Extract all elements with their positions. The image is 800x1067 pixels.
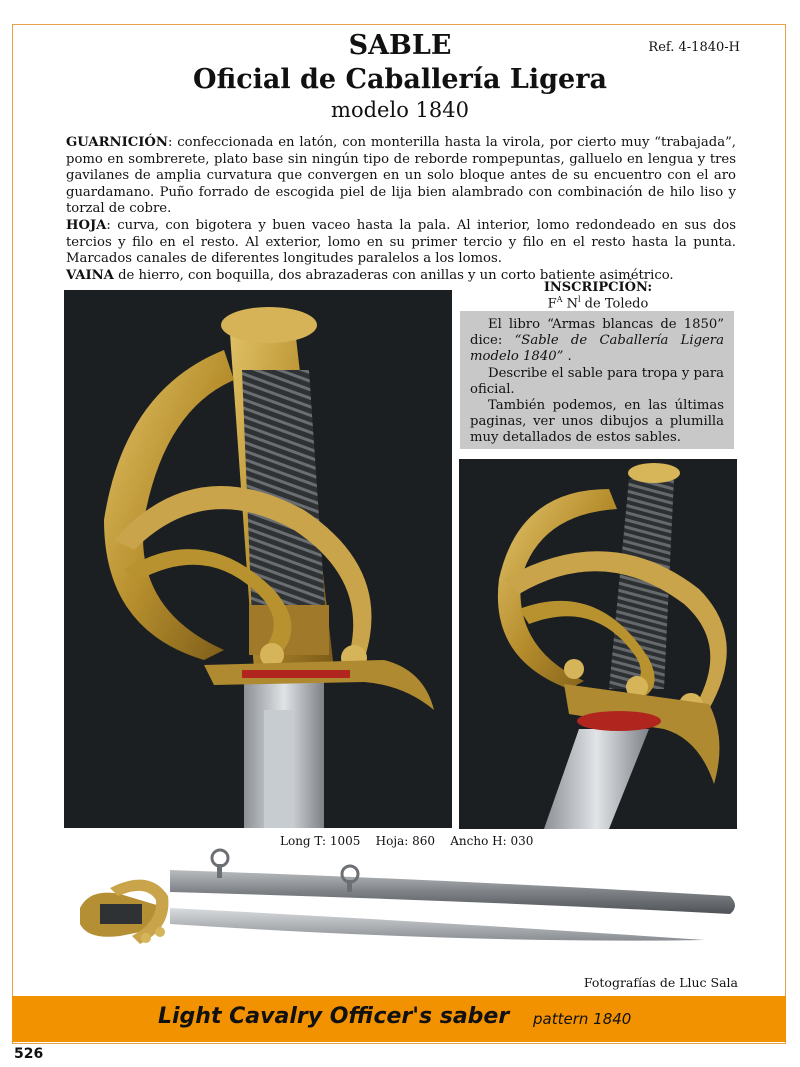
hoja-label: HOJA: [66, 217, 107, 233]
quote-box: [460, 311, 734, 449]
page-subtitle: Oficial de Caballería Ligera: [193, 64, 607, 95]
guarnicion-paragraph: [66, 135, 736, 218]
dimension-blade: Hoja: 860: [375, 834, 435, 848]
hilt-photo-main-image: [64, 290, 452, 828]
quote-paragraph-3: También podemos, en las últimas paginas, ver unos dibujos a plumilla muy detallados de estos sables.: [470, 398, 724, 446]
full-saber-photo: [60, 848, 750, 968]
dimension-length: Long T: 1005: [280, 834, 361, 848]
photo-credit: Fotografías de Lluc Sala: [583, 975, 738, 990]
guarnicion-label: GUARNICIÓN: [66, 135, 168, 150]
english-pattern: pattern 1840: [533, 1010, 632, 1028]
quote-p1-italic: “Sable de Caballería Ligera modelo 1840”: [470, 333, 724, 365]
quote-paragraph-1: [470, 317, 724, 366]
hoja-text: : curva, con bigotera y buen vaceo hasta la pala. Al interior, lomo redondeado en sus dos tercios y filo en el resto. Al exterior, lomo en su primer tercio y filo en el resto hasta la punta. Marcados canales de diferentes longitudes paralelos a los lomos.: [66, 217, 736, 267]
quote-p1-end: .: [563, 349, 572, 365]
model-line: modelo 1840: [331, 98, 469, 122]
english-title: Light Cavalry Officer's saber: [158, 1004, 510, 1029]
vaina-text: de hierro, con boquilla, dos abrazaderas con anillas y un corto batiente asimétrico.: [113, 267, 674, 283]
guarnicion-text: : confeccionada en latón, con monterilla hasta la virola, por cierto muy “trabajada”, pomo en sombrerete, plato base sin ningún tipo de reborde rompepuntas, galluelo en lengua y tres gavilanes de amplia curvatura que convergen en un solo bloque antes de su encuentro con el aro guardamano. Puño forrado de escogida piel de lija bien alambrado con combinación de hilo liso y torzal de cobre.: [66, 135, 736, 217]
description: [66, 135, 736, 284]
hoja-paragraph: [66, 218, 736, 268]
quote-paragraph-2: Describe el sable para tropa y para oficial.: [470, 365, 724, 397]
dimensions-line: [280, 834, 533, 848]
quote-p1-start: El libro “Armas blancas de 1850” dice:: [470, 317, 724, 349]
inscription-f-sup: A: [556, 295, 563, 304]
inscription-f: F: [547, 296, 557, 312]
hilt-photo-second: [459, 459, 737, 829]
page-number: 526: [14, 1046, 44, 1062]
reference-code: Ref. 4-1840-H: [648, 40, 740, 55]
inscription-n: N: [562, 296, 578, 312]
hilt-photo-second-image: [459, 459, 737, 829]
inscription-n-sup: l: [577, 295, 581, 304]
full-saber-image: [60, 848, 750, 968]
inscription-rest: de Toledo: [580, 296, 649, 312]
inscription-text: [459, 295, 737, 311]
page-title: SABLE: [348, 30, 452, 61]
vaina-label: VAINA: [66, 267, 114, 283]
dimension-width: Ancho H: 030: [450, 834, 534, 848]
inscription-heading: INSCRIPCIÓN:: [543, 280, 653, 295]
hilt-photo-main: [64, 290, 452, 828]
